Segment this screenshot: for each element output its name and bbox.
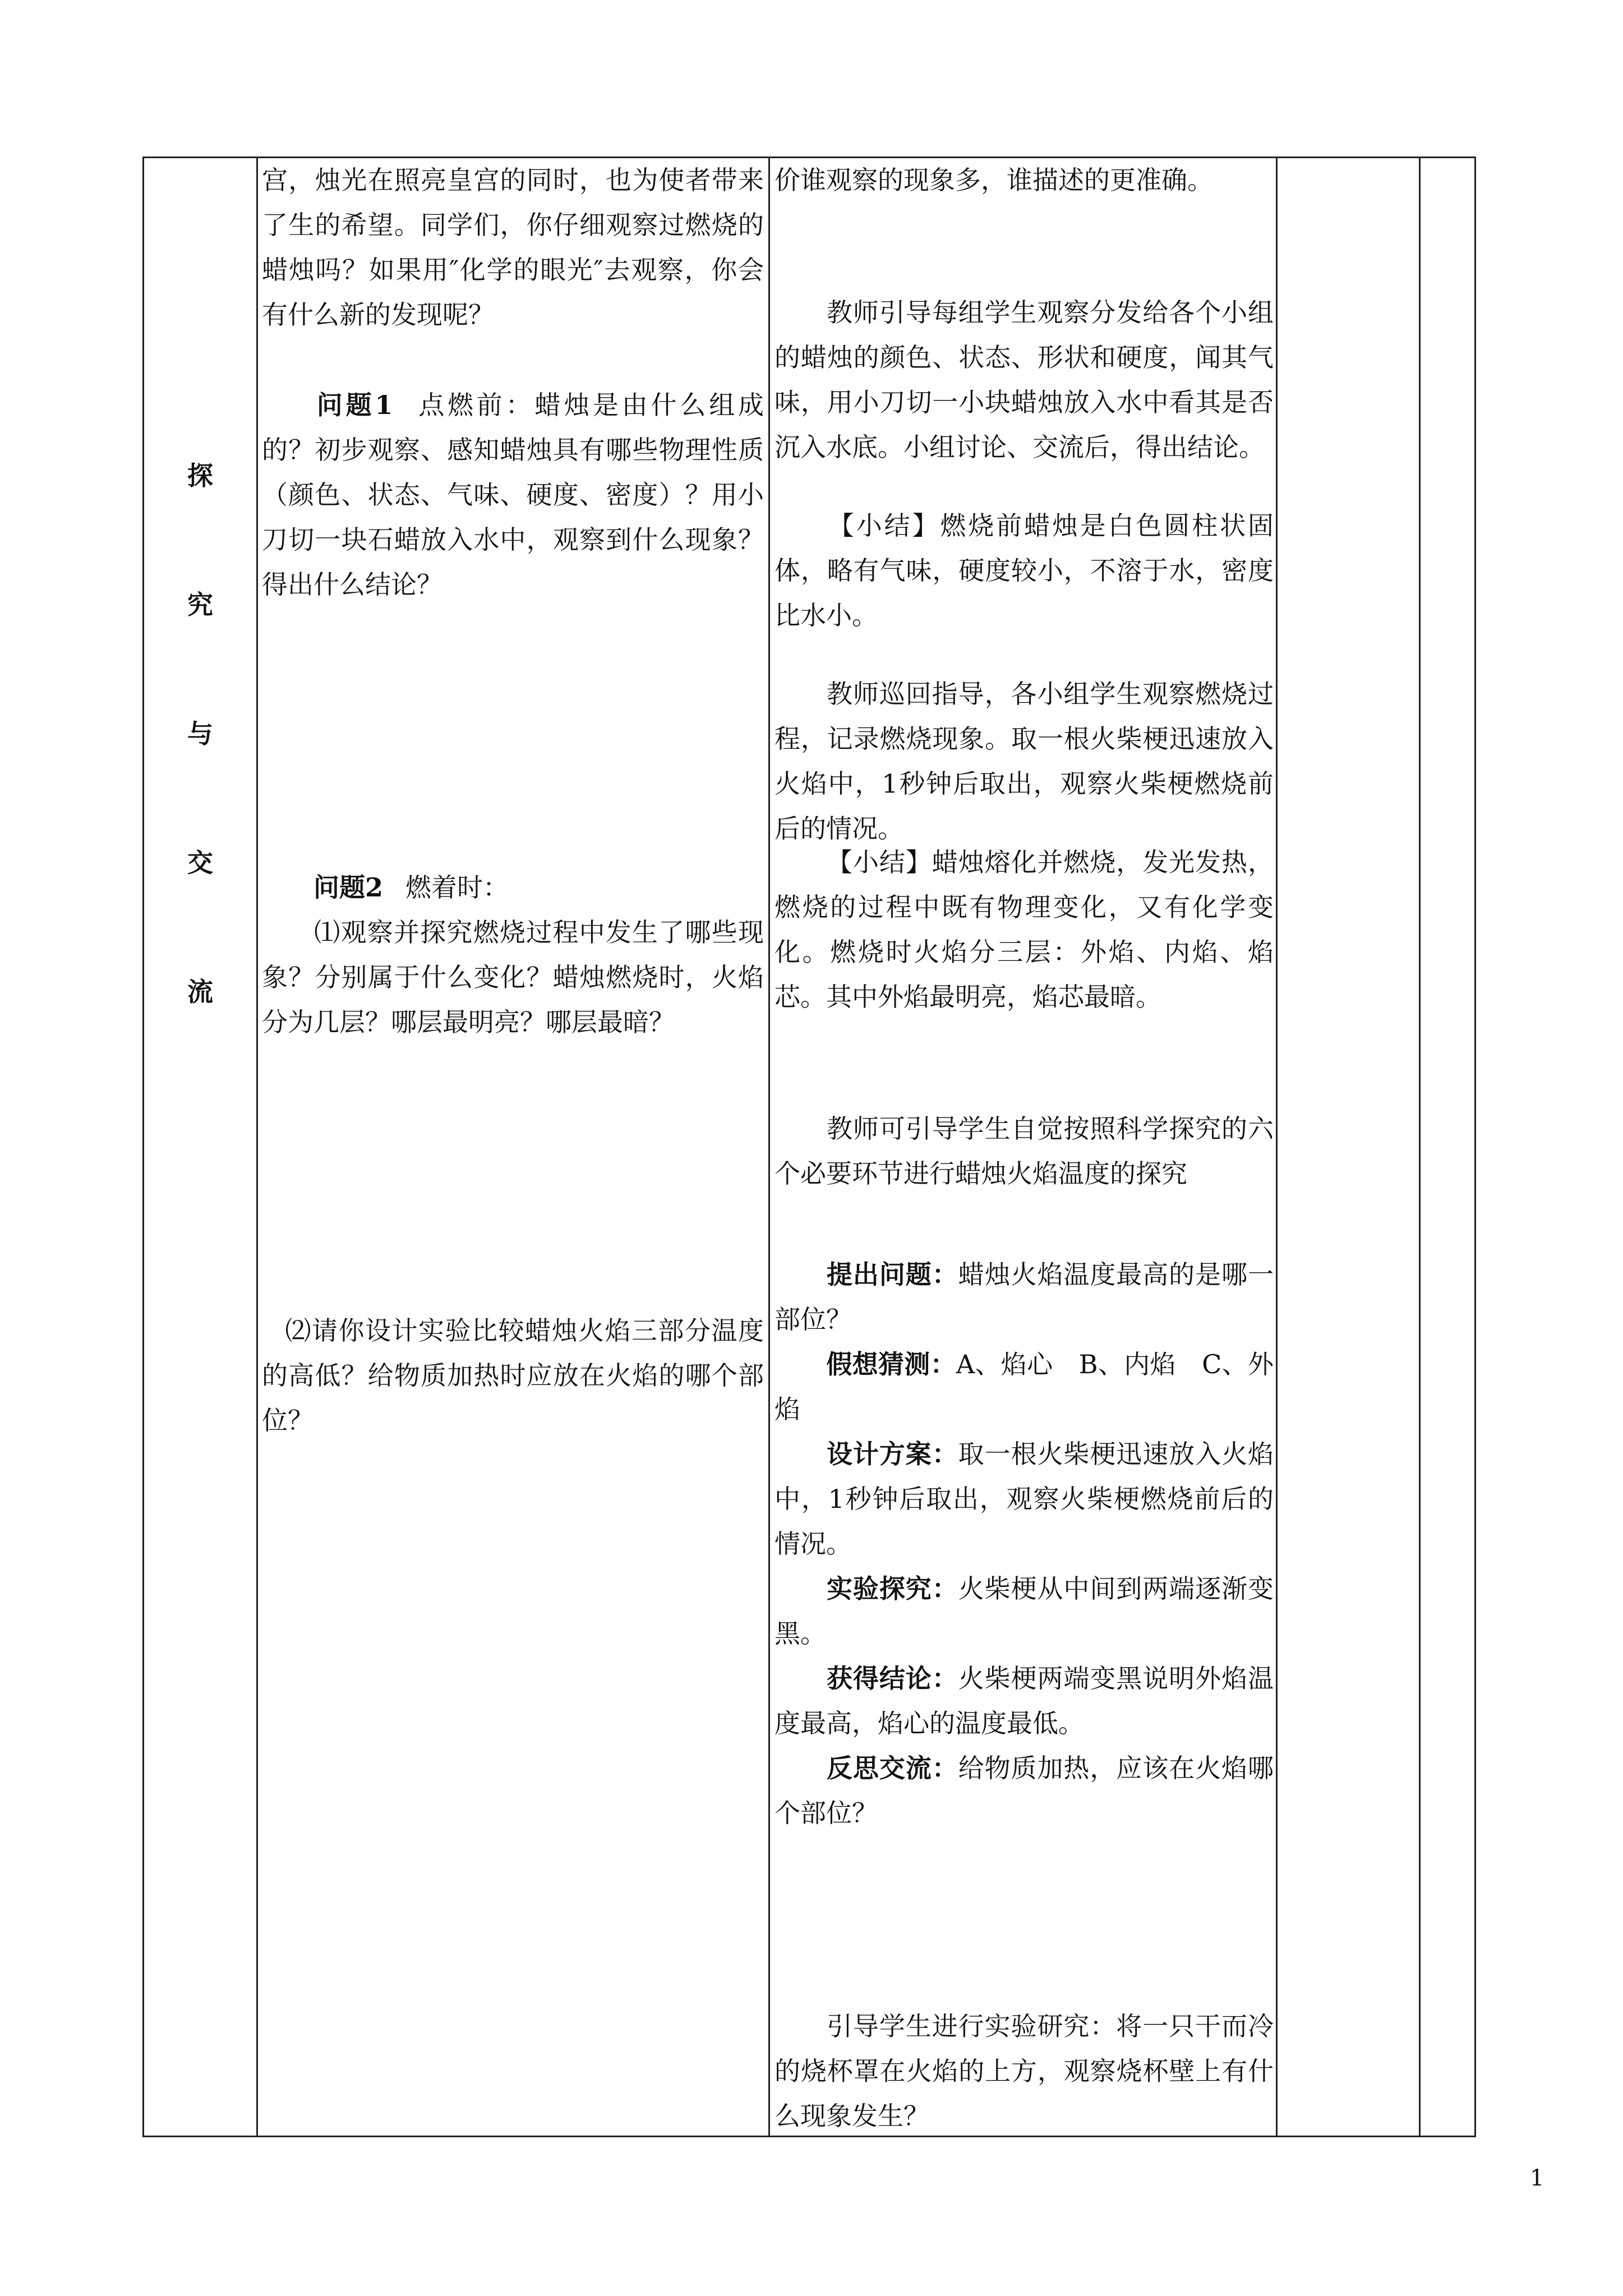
section-label-char: 探 (187, 461, 213, 491)
inquiry-step-label: 获得结论： (826, 1663, 958, 1694)
student-activity-column (1278, 158, 1419, 2136)
inquiry-step-label: 反思交流： (826, 1753, 958, 1783)
inquiry-step-label: 假想猜测： (826, 1349, 956, 1379)
section-label-char: 究 (187, 590, 213, 620)
inquiry-step: 实验探究：火柴梗从中间到两端逐渐变黑。 (774, 1573, 1274, 1649)
lesson-table (142, 157, 1476, 2137)
summary-paragraph: 【小结】燃烧前蜡烛是白色圆柱状固体，略有气味，硬度较小，不溶于水，密度比水小。 (774, 510, 1274, 631)
question-1: 问题1 点燃前：蜡烛是由什么组成的？初步观察、感知蜡烛具有哪些物理性质（颜色、状态、气味、硬度、密度）？用小刀切一块石蜡放入水中，观察到什么现象？得出什么结论？ (262, 390, 764, 600)
question-2: 问题2 燃着时： (313, 872, 509, 903)
question-1-label: 问题1 (313, 390, 393, 420)
section-label-column (144, 158, 256, 2136)
teacher-paragraph: 教师巡回指导，各小组学生观察燃烧过程，记录燃烧现象。取一根火柴梗迅速放入火焰中，1秒钟后取出，观察火柴梗燃烧前后的情况。 (774, 679, 1274, 844)
column-divider (768, 158, 770, 2136)
intro-paragraph: 宫，烛光在照亮皇宫的同时，也为使者带来了生的希望。同学们，你仔细观察过燃烧的蜡烛吗？如果用″化学的眼光″去观察，你会有什么新的发现呢？ (262, 165, 764, 330)
question-2-part-1: ⑴观察并探究燃烧过程中发生了哪些现象？分别属于什么变化？蜡烛燃烧时，火焰分为几层？哪层最明亮？哪层最暗？ (262, 917, 764, 1037)
notes-column (1421, 158, 1474, 2136)
teacher-paragraph: 引导学生进行实验研究：将一只干而冷的烧杯罩在火焰的上方，观察烧杯壁上有什么现象发生？ (774, 2011, 1274, 2131)
teacher-paragraph: 教师可引导学生自觉按照科学探究的六个必要环节进行蜡烛火焰温度的探究 (774, 1114, 1274, 1189)
question-2-part-2: ⑵请你设计实验比较蜡烛火焰三部分温度的高低？给物质加热时应放在火焰的哪个部位？ (262, 1315, 764, 1435)
inquiry-step: 设计方案：取一根火柴梗迅速放入火焰中，1秒钟后取出，观察火柴梗燃烧前后的情况。 (774, 1439, 1274, 1559)
teacher-paragraph: 教师引导每组学生观察分发给各个小组的蜡烛的颜色、状态、形状和硬度，闻其气味，用小刀切一小块蜡烛放入水中看其是否沉入水底。小组讨论、交流后，得出结论。 (774, 297, 1274, 462)
inquiry-step: 获得结论：火柴梗两端变黑说明外焰温度最高，焰心的温度最低。 (774, 1663, 1274, 1738)
question-2-label: 问题2 (313, 872, 384, 903)
section-label-char: 与 (187, 719, 213, 749)
summary-paragraph: 【小结】蜡烛熔化并燃烧，发光发热，燃烧的过程中既有物理变化，又有化学变化。燃烧时火焰分三层：外焰、内焰、焰芯。其中外焰最明亮，焰芯最暗。 (774, 847, 1274, 1012)
section-label-char: 交 (187, 848, 213, 878)
teacher-paragraph: 价谁观察的现象多，谁描述的更准确。 (774, 165, 1213, 195)
questions-column (262, 158, 764, 2136)
teacher-activity-column (774, 158, 1274, 2136)
column-divider (256, 158, 258, 2136)
inquiry-step: 假想猜测：A、焰心 B、内焰 C、外焰 (774, 1349, 1274, 1424)
inquiry-step-label: 实验探究： (826, 1573, 958, 1604)
inquiry-step: 提出问题：蜡烛火焰温度最高的是哪一部位？ (774, 1259, 1274, 1335)
inquiry-step: 反思交流：给物质加热，应该在火焰哪个部位？ (774, 1753, 1274, 1828)
page-number: 1 (1530, 2165, 1544, 2191)
inquiry-step-label: 设计方案： (826, 1439, 958, 1469)
inquiry-step-label: 提出问题： (826, 1259, 958, 1290)
section-label-char: 流 (187, 977, 213, 1007)
